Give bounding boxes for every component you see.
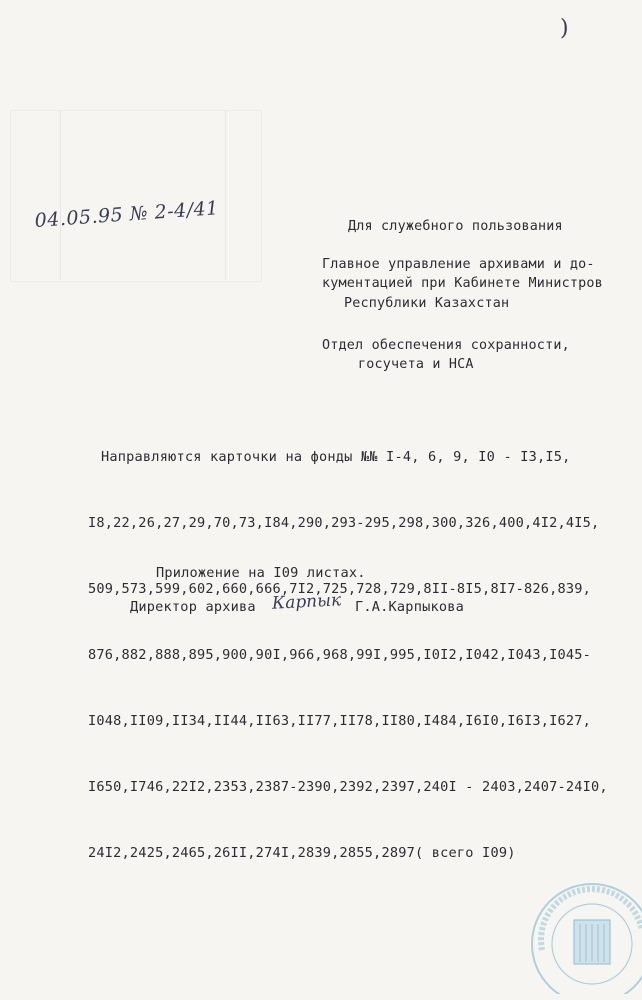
handwritten-reference: 04.05.95 № 2-4/41 [34,197,220,232]
addressee-line: Республики Казахстан [344,295,510,311]
department-line: госучета и НСА [358,357,474,373]
body-line: I650,I746,22I2,2353,2387-2390,2392,2397,240I - 2403,2407-24I0, [88,779,608,795]
body-line: I8,22,26,27,29,70,73,I84,290,293-295,298,300,326,400,4I2,4I5, [88,515,600,531]
addressee-line: Главное управление архивами и до- [322,257,595,272]
body-text [88,402,608,908]
bleed-through-divider [225,110,226,280]
addressee-block [322,255,603,313]
department-block [322,336,570,375]
body-line: Направляются карточки на фонды №№ I-4, 6, 9, I0 - I3,I5, [101,449,571,465]
handwritten-signature: Карпык [271,590,342,614]
signature-title: Директор архива [130,599,256,615]
bleed-through-divider [60,110,61,280]
department-line: Отдел обеспечения сохранности, [322,338,570,353]
attachment-note: Приложение на I09 листах. [156,565,366,581]
page-mark: ) [560,16,569,41]
body-line: 24I2,2425,2465,26II,274I,2839,2855,2897( всего I09) [88,845,516,861]
body-line: I048,II09,II34,II44,II63,II77,II78,II80,I484,I6I0,I6I3,I627, [88,713,592,729]
body-line: 876,882,888,895,900,90I,966,968,99I,995,I0I2,I042,I043,I045- [88,647,592,663]
classification-note: Для служебного пользования [348,219,563,234]
archive-stamp [528,880,642,994]
addressee-line: кументацией при Кабинете Министров [322,276,603,292]
signature-name: Г.А.Карпыкова [355,599,464,615]
body-line: 509,573,599,602,660,666,7I2,725,728,729,8II-8I5,8I7-826,839, [88,581,592,597]
